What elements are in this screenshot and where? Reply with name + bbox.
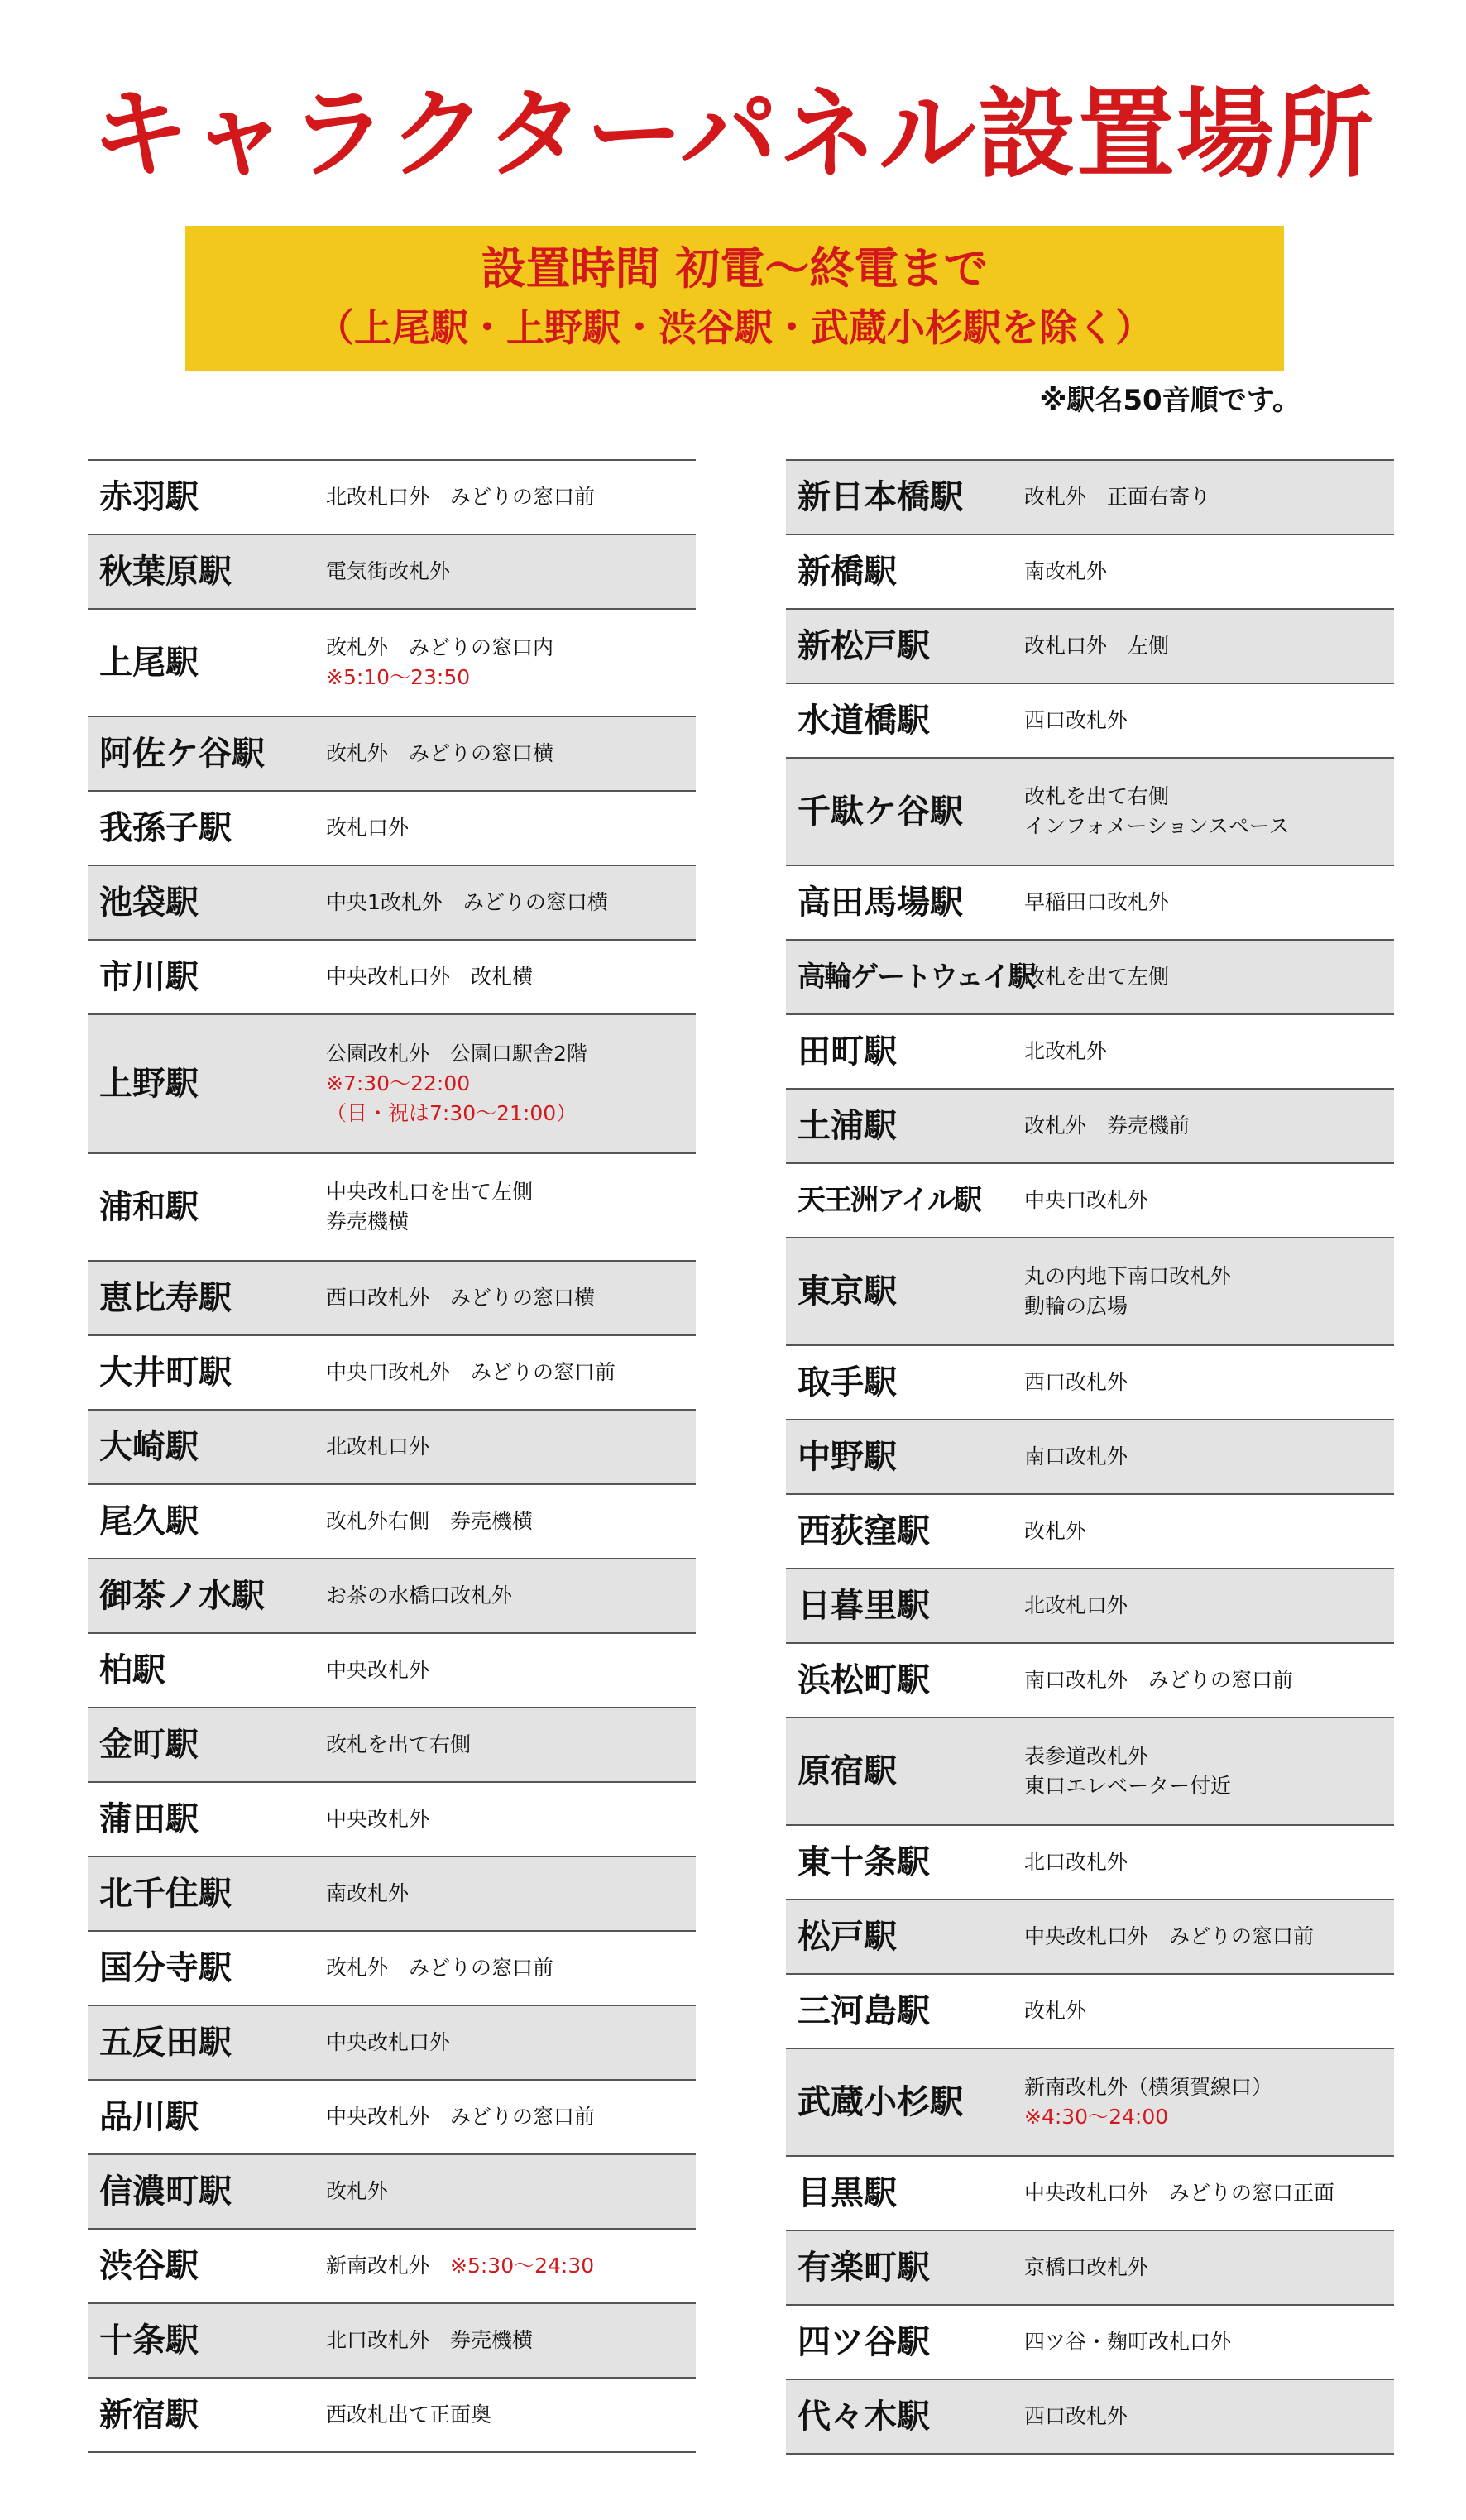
location-info: 改札外 [326, 2179, 389, 2203]
station-row [786, 2231, 1394, 2306]
location-info: 改札外 [1024, 1999, 1087, 2023]
station-name: 東京駅 [798, 1272, 897, 1310]
location-info: 北改札口外 [326, 1435, 430, 1459]
station-name: 尾久駅 [99, 1502, 199, 1540]
location-info: 南口改札外 [1024, 1444, 1128, 1468]
station-name: 大井町駅 [99, 1353, 232, 1392]
location-info: 改札を出て右側 インフォメーションスペース [1024, 784, 1290, 838]
location-info: 改札外 みどりの窓口内 ※5:10～23:50 [326, 633, 553, 692]
location-info: 北口改札外 券売機横 [326, 2328, 534, 2352]
page-title: キャラクターパネル設置場所 [91, 77, 1375, 191]
location-info: 改札口外 左側 [1024, 634, 1170, 658]
station-name: 新宿駅 [99, 2395, 199, 2434]
location-info: 南改札外 [326, 1881, 410, 1905]
station-row [786, 461, 1394, 535]
station-name: 東十条駅 [798, 1842, 930, 1881]
location-info: 西口改札外 [1024, 1370, 1128, 1394]
station-row [786, 535, 1394, 610]
station-name: 国分寺駅 [99, 1948, 232, 1987]
station-name: 新橋駅 [798, 552, 897, 591]
station-row [786, 2306, 1394, 2380]
station-row [786, 684, 1394, 759]
location-info: 新南改札外（横須賀線口） ※4:30～24:00 [1024, 2072, 1272, 2132]
station-name: 信濃町駅 [99, 2172, 232, 2211]
station-row [88, 792, 696, 866]
location-info: 北口改札外 [1024, 1850, 1128, 1874]
station-row [88, 610, 696, 717]
location-info: 早稲田口改札外 [1024, 890, 1170, 914]
location-info: 中央改札口を出て左側 券売機横 [326, 1180, 534, 1234]
hours-note: （日・祝は7:30～21:00） [326, 1101, 577, 1125]
location-info: 中央改札外 みどりの窓口前 [326, 2105, 596, 2129]
station-name: 代々木駅 [798, 2397, 930, 2436]
location-info: 南口改札外 みどりの窓口前 [1024, 1668, 1294, 1692]
station-row [88, 1262, 696, 1336]
station-row [88, 717, 696, 792]
location-info: 南改札外 [1024, 559, 1108, 583]
station-name: 土浦駅 [798, 1106, 897, 1145]
station-row [88, 941, 696, 1015]
station-row [786, 1718, 1394, 1826]
station-row [88, 461, 696, 535]
station-name: 有楽町駅 [798, 2248, 930, 2287]
station-row [88, 535, 696, 610]
location-info: 中央改札口外 [326, 2030, 451, 2054]
station-row [88, 1336, 696, 1411]
station-row [88, 1559, 696, 1634]
station-row [786, 1975, 1394, 2049]
hours-note: ※7:30～22:00 [326, 1071, 471, 1095]
location-info: 改札外 正面右寄り [1024, 485, 1211, 509]
station-row [786, 1826, 1394, 1900]
station-row [786, 1495, 1394, 1569]
location-info: 中央改札外 [326, 1807, 430, 1831]
station-name: 阿佐ケ谷駅 [99, 734, 265, 773]
station-name: 目黒駅 [798, 2173, 897, 2212]
station-row [88, 2230, 696, 2304]
station-row [786, 866, 1394, 941]
station-name: 大崎駅 [99, 1427, 199, 1466]
station-row [786, 1420, 1394, 1495]
hours-line: 設置時間 初電～終電まで [481, 242, 989, 295]
station-name: 千駄ケ谷駅 [798, 792, 963, 831]
location-info: 新南改札外 ※5:30～24:30 [326, 2254, 595, 2278]
location-info: 改札を出て左側 [1024, 965, 1170, 989]
location-info: 中央1改札外 みどりの窓口横 [326, 890, 608, 914]
station-row [786, 1900, 1394, 1975]
station-name: 秋葉原駅 [99, 552, 232, 591]
station-row [88, 1634, 696, 1708]
station-name: 蒲田駅 [99, 1799, 199, 1838]
station-name: 恵比寿駅 [99, 1278, 232, 1317]
location-info: 西口改札外 [1024, 2404, 1128, 2428]
station-row [88, 1857, 696, 1932]
station-name: 金町駅 [99, 1725, 199, 1764]
station-row [786, 2157, 1394, 2231]
location-info: 中央改札口外 みどりの窓口正面 [1024, 2181, 1335, 2205]
station-name: 武蔵小杉駅 [798, 2082, 963, 2121]
station-name: 取手駅 [798, 1363, 897, 1401]
station-row [88, 1485, 696, 1559]
location-info: 中央口改札外 [1024, 1188, 1149, 1212]
station-name: 市川駅 [99, 957, 199, 996]
location-info: 京橋口改札外 [1024, 2255, 1149, 2279]
station-name: 新日本橋駅 [798, 477, 963, 516]
location-info: 電気街改札外 [326, 559, 451, 583]
location-info: 西口改札外 みどりの窓口横 [326, 1286, 596, 1310]
station-name: 浜松町駅 [798, 1660, 930, 1699]
station-row [88, 1783, 696, 1857]
station-name: 柏駅 [99, 1650, 165, 1689]
station-row [786, 1015, 1394, 1090]
station-row [786, 1238, 1394, 1346]
location-info: 中央改札口外 改札横 [326, 965, 534, 989]
station-row [786, 2380, 1394, 2455]
station-name: 渋谷駅 [99, 2246, 199, 2285]
location-info: お茶の水橋口改札外 [326, 1583, 513, 1607]
station-name: 田町駅 [798, 1032, 897, 1071]
station-row [786, 610, 1394, 684]
station-row [786, 1090, 1394, 1164]
location-info: 改札口外 [326, 816, 410, 840]
location-info: 改札外 [1024, 1519, 1087, 1543]
location-info: 北改札口外 [1024, 1593, 1128, 1617]
station-name: 池袋駅 [99, 883, 199, 922]
station-row [88, 2379, 696, 2453]
location-info: 北改札外 [1024, 1039, 1108, 1063]
station-name: 赤羽駅 [99, 477, 199, 516]
station-name: 水道橋駅 [798, 701, 930, 740]
station-name: 中野駅 [798, 1437, 897, 1476]
station-name: 高輪ゲートウェイ駅 [798, 961, 1035, 994]
location-info: 西改札出て正面奥 [326, 2403, 492, 2427]
station-name: 浦和駅 [99, 1187, 199, 1226]
station-row [88, 1411, 696, 1485]
hours-note: ※4:30～24:00 [1024, 2105, 1169, 2129]
station-name: 天王洲アイル駅 [798, 1184, 980, 1217]
station-name: 松戸駅 [798, 1917, 897, 1956]
station-name: 西荻窪駅 [798, 1512, 930, 1550]
location-info: 四ツ谷・麹町改札口外 [1024, 2330, 1232, 2354]
station-row [88, 2304, 696, 2379]
station-name: 新松戸駅 [798, 626, 930, 665]
station-name: 五反田駅 [99, 2023, 232, 2062]
station-row [786, 2049, 1394, 2157]
location-info: 改札外右側 券売機横 [326, 1509, 534, 1533]
station-row [88, 1015, 696, 1154]
station-name: 上野駅 [99, 1064, 199, 1103]
exception-line: （上尾駅・上野駅・渋谷駅・武蔵小杉駅を除く） [316, 305, 1153, 350]
hours-note: ※5:30～24:30 [450, 2254, 595, 2278]
location-info: 中央改札外 [326, 1658, 430, 1682]
hours-banner [185, 226, 1284, 371]
station-name: 上尾駅 [99, 643, 199, 682]
station-name: 我孫子駅 [99, 808, 232, 847]
location-info: 西口改札外 [1024, 708, 1128, 732]
station-name: 高田馬場駅 [798, 883, 963, 922]
location-info: 中央口改札外 みどりの窓口前 [326, 1360, 616, 1384]
location-info: 改札を出て右側 [326, 1732, 472, 1756]
station-name: 十条駅 [99, 2321, 199, 2360]
location-info: 改札外 みどりの窓口横 [326, 741, 554, 765]
location-info: 丸の内地下南口改札外 動輪の広場 [1024, 1264, 1232, 1318]
location-info: 表参道改札外 東口エレベーター付近 [1024, 1744, 1232, 1798]
location-info: 中央改札口外 みどりの窓口前 [1024, 1924, 1315, 1948]
station-list-right [786, 459, 1394, 2455]
location-info: 改札外 みどりの窓口前 [326, 1956, 554, 1980]
sort-note: ※駅名50音順です。 [1039, 384, 1301, 417]
station-row [88, 2006, 696, 2081]
hours-note: ※5:10～23:50 [326, 665, 471, 689]
station-name: 品川駅 [99, 2097, 199, 2136]
station-row [88, 2155, 696, 2230]
station-row [88, 1154, 696, 1262]
station-row [88, 1932, 696, 2006]
station-row [786, 759, 1394, 866]
location-info: 公園改札外 公園口駅舎2階 ※7:30～22:00 （日・祝は7:30～21:00） [326, 1039, 587, 1128]
station-row [786, 1569, 1394, 1644]
station-row [786, 1164, 1394, 1238]
station-name: 三河島駅 [798, 1991, 930, 2030]
station-name: 四ツ谷駅 [798, 2322, 930, 2361]
station-row [786, 1346, 1394, 1420]
station-row [786, 941, 1394, 1015]
station-list-left [88, 459, 696, 2453]
location-info: 改札外 券売機前 [1024, 1114, 1191, 1138]
station-row [88, 866, 696, 941]
station-row [786, 1644, 1394, 1718]
location-info: 北改札口外 みどりの窓口前 [326, 485, 596, 509]
station-name: 日暮里駅 [798, 1586, 930, 1625]
station-name: 原宿駅 [798, 1751, 897, 1790]
station-name: 北千住駅 [99, 1874, 232, 1913]
station-name: 御茶ノ水駅 [99, 1576, 265, 1615]
station-row [88, 1708, 696, 1783]
station-row [88, 2081, 696, 2155]
